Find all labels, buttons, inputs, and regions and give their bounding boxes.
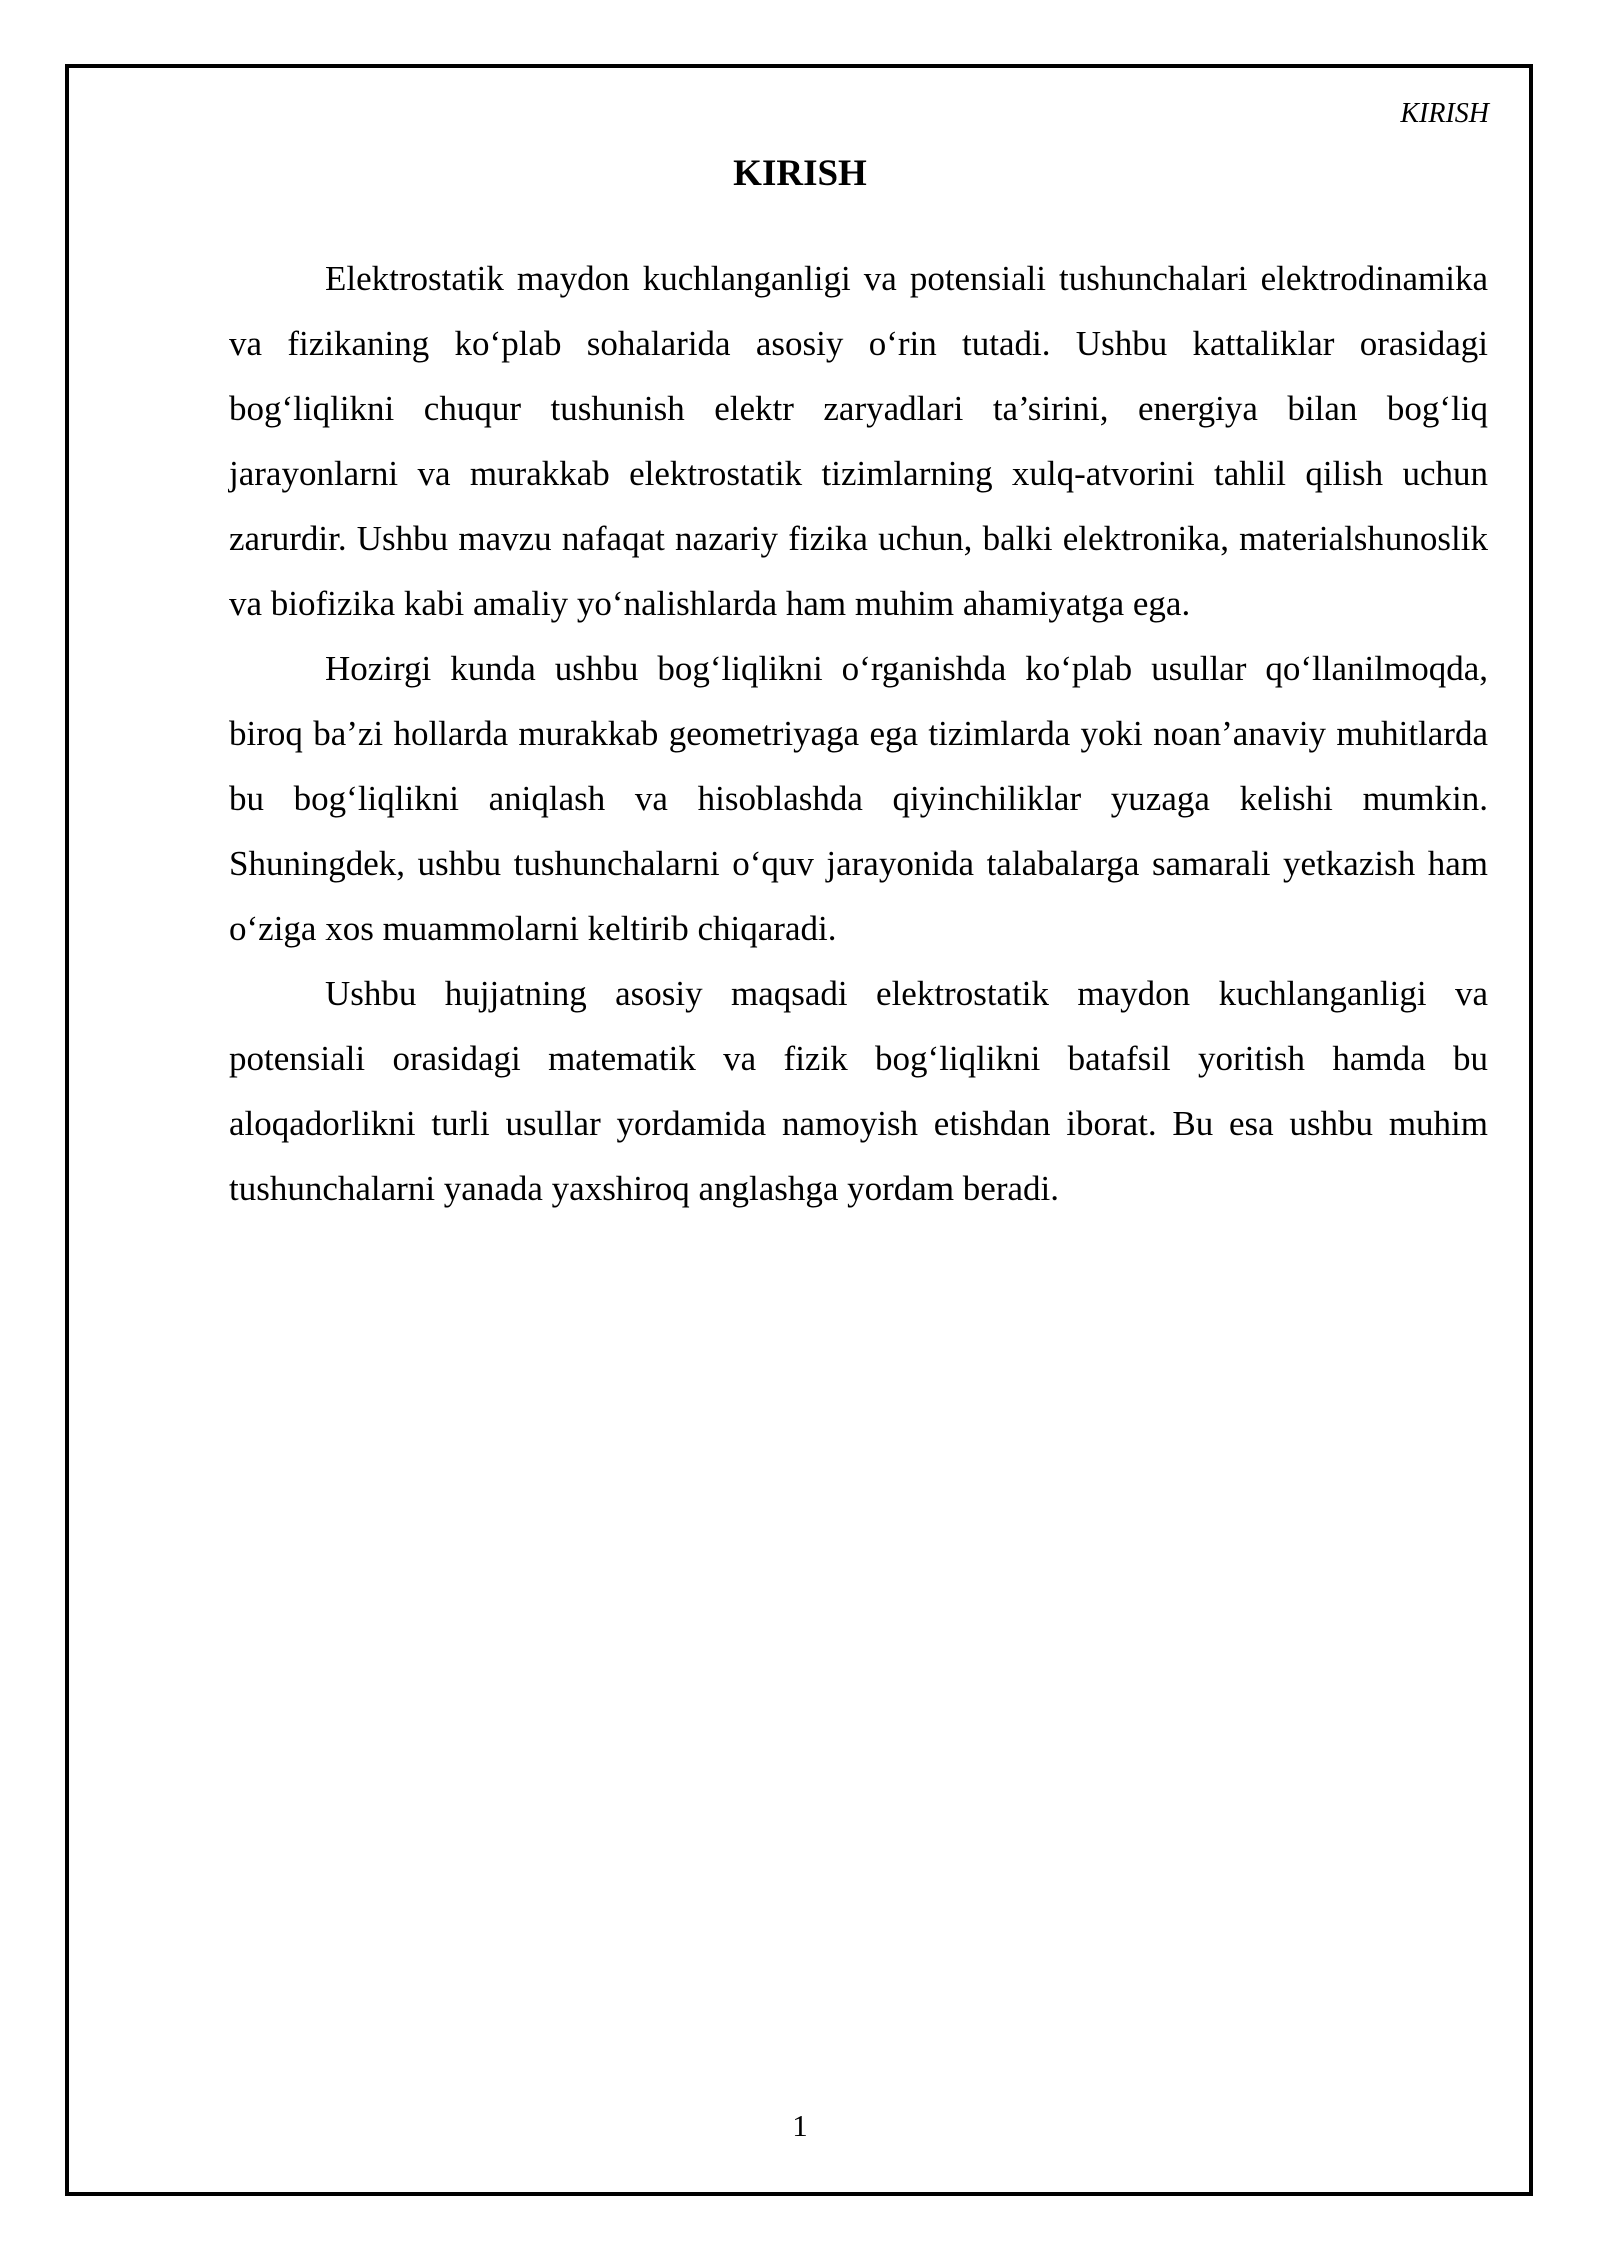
page-title: KIRISH	[733, 153, 867, 194]
document-body	[229, 246, 1488, 1221]
paragraph-2: Hozirgi kunda ushbu bog‘liqlikni o‘rganishda ko‘plab usullar qo‘llanilmoqda, biroq ba’zi hollarda murakkab geometriyaga ega tizimlarda yoki noan’anaviy muhitlarda bu bog‘liqlikni aniqlash va hisoblashda qiyinchiliklar yuzaga kelishi mumkin. Shuningdek, ushbu tushunchalarni o‘quv jarayonida talabalarga samarali yetkazish ham o‘ziga xos muammolarni keltirib chiqaradi.	[229, 649, 1488, 948]
page-number: 1	[792, 2108, 808, 2143]
paragraph-1: Elektrostatik maydon kuchlanganligi va potensiali tushunchalari elektrodinamika va fizikaning ko‘plab sohalarida asosiy o‘rin tutadi. Ushbu kattaliklar orasidagi bog‘liqlikni chuqur tushunish elektr zaryadlari ta’sirini, energiya bilan bog‘liq jarayonlarni va murakkab elektrostatik tizimlarning xulq-atvorini tahlil qilish uchun zarurdir. Ushbu mavzu nafaqat nazariy fizika uchun, balki elektronika, materialshunoslik va biofizika kabi amaliy yo‘nalishlarda ham muhim ahamiyatga ega.	[229, 259, 1488, 623]
paragraph-3: Ushbu hujjatning asosiy maqsadi elektrostatik maydon kuchlanganligi va potensiali orasidagi matematik va fizik bog‘liqlikni batafsil yoritish hamda bu aloqadorlikni turli usullar yordamida namoyish etishdan iborat. Bu esa ushbu muhim tushunchalarni yanada yaxshiroq anglashga yordam beradi.	[229, 974, 1488, 1208]
running-header: KIRISH	[1400, 98, 1489, 129]
